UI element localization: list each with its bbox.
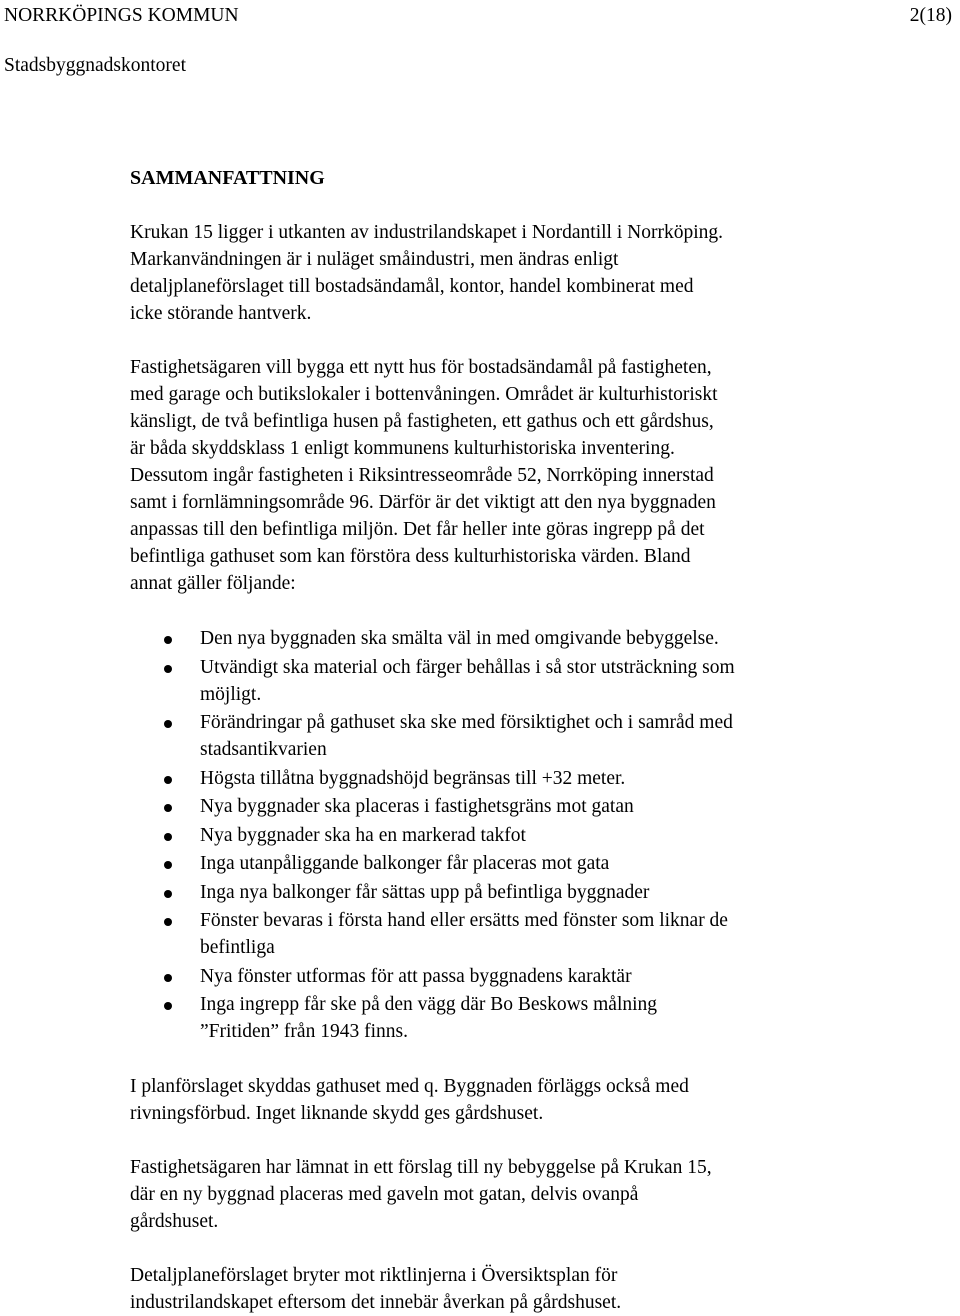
text-line: samt i fornlämningsområde 96. Därför är det viktigt att den nya byggnaden <box>130 492 716 513</box>
text-line: gårdshuset. <box>130 1211 219 1232</box>
text-line: Högsta tillåtna byggnadshöjd begränsas till +32 meter. <box>200 767 626 789</box>
text-line: anpassas till den befintliga miljön. Det får heller inte göras ingrepp på det <box>130 519 705 540</box>
bullet-icon <box>164 833 172 841</box>
list-item <box>130 654 850 708</box>
list-item <box>130 765 850 792</box>
text-line: industrilandskapet eftersom det innebär åverkan på gårdshuset. <box>130 1292 622 1313</box>
section-heading: SAMMANFATTNING <box>130 167 325 189</box>
text-line: Nya fönster utformas för att passa byggnadens karaktär <box>200 965 632 987</box>
text-line: Fönster bevaras i första hand eller ersätts med fönster som liknar de <box>200 910 728 931</box>
bullet-icon <box>164 665 172 673</box>
bullet-icon <box>164 720 172 728</box>
conflict-paragraph <box>130 1262 850 1316</box>
list-item <box>130 822 850 849</box>
text-line: stadsantikvarien <box>200 739 327 760</box>
text-line: med garage och butikslokaler i bottenvåningen. Området är kulturhistoriskt <box>130 384 718 405</box>
summary-paragraph-2 <box>130 354 850 597</box>
text-line: känsligt, de två befintliga husen på fastigheten, ett gathus och ett gårdshus, <box>130 411 714 432</box>
bullet-icon <box>164 890 172 898</box>
text-line: Inga ingrepp får ske på den vägg där Bo Beskows målning <box>200 994 658 1015</box>
text-line: Detaljplaneförslaget bryter mot riktlinjerna i Översiktsplan för <box>130 1265 618 1286</box>
text-line: befintliga <box>200 937 275 958</box>
list-item <box>130 907 850 961</box>
department-name: Stadsbyggnadskontoret <box>4 55 186 76</box>
text-line: rivningsförbud. Inget liknande skydd ges gårdshuset. <box>130 1103 544 1124</box>
text-line: Utvändigt ska material och färger behållas i så stor utsträckning som <box>200 656 735 678</box>
proposal-paragraph <box>130 1154 850 1235</box>
text-line: möjligt. <box>200 683 262 705</box>
bullet-icon <box>164 918 172 926</box>
text-line: är båda skyddsklass 1 enligt kommunens kulturhistoriska inventering. <box>130 438 675 459</box>
bullet-icon <box>164 974 172 982</box>
text-line: Nya byggnader ska placeras i fastighetsgräns mot gatan <box>200 796 634 817</box>
list-item <box>130 963 850 990</box>
text-line: Fastighetsägaren har lämnat in ett förslag till ny bebyggelse på Krukan 15, <box>130 1157 712 1178</box>
bullet-icon <box>164 776 172 784</box>
text-line: Förändringar på gathuset ska ske med försiktighet och i samråd med <box>200 712 733 733</box>
list-item <box>130 879 850 906</box>
text-line: icke störande hantverk. <box>130 303 312 324</box>
list-item <box>130 850 850 877</box>
organization-name: NORRKÖPINGS KOMMUN <box>4 5 239 26</box>
bullet-icon <box>164 1002 172 1010</box>
list-item <box>130 793 850 820</box>
list-item <box>130 709 850 763</box>
list-item <box>130 625 850 652</box>
text-line: I planförslaget skyddas gathuset med q. Byggnaden förläggs också med <box>130 1076 689 1097</box>
text-line: Markanvändningen är i nuläget småindustri, men ändras enligt <box>130 249 619 270</box>
text-line: Inga nya balkonger får sättas upp på befintliga byggnader <box>200 881 650 903</box>
summary-paragraph-1 <box>130 219 850 327</box>
text-line: Den nya byggnaden ska smälta väl in med omgivande bebyggelse. <box>200 628 719 649</box>
bullet-icon <box>164 804 172 812</box>
requirements-list <box>130 625 850 1047</box>
bullet-icon <box>164 861 172 869</box>
text-line: Inga utanpåliggande balkonger får placeras mot gata <box>200 853 610 874</box>
protection-paragraph <box>130 1073 850 1127</box>
text-line: Dessutom ingår fastigheten i Riksintresseområde 52, Norrköping innerstad <box>130 465 714 486</box>
text-line: där en ny byggnad placeras med gaveln mot gatan, delvis ovanpå <box>130 1184 639 1205</box>
text-line: Krukan 15 ligger i utkanten av industrilandskapet i Nordantill i Norrköping. <box>130 222 724 243</box>
text-line: befintliga gathuset som kan förstöra dess kulturhistoriska värden. Bland <box>130 546 691 567</box>
text-line: Nya byggnader ska ha en markerad takfot <box>200 824 526 846</box>
text-line: detaljplaneförslaget till bostadsändamål, kontor, handel kombinerat med <box>130 276 694 297</box>
text-line: annat gäller följande: <box>130 573 296 594</box>
list-item <box>130 991 850 1045</box>
text-line: Fastighetsägaren vill bygga ett nytt hus för bostadsändamål på fastigheten, <box>130 357 712 378</box>
page-number: 2(18) <box>909 5 952 26</box>
bullet-icon <box>164 636 172 644</box>
text-line: ”Fritiden” från 1943 finns. <box>200 1021 408 1042</box>
